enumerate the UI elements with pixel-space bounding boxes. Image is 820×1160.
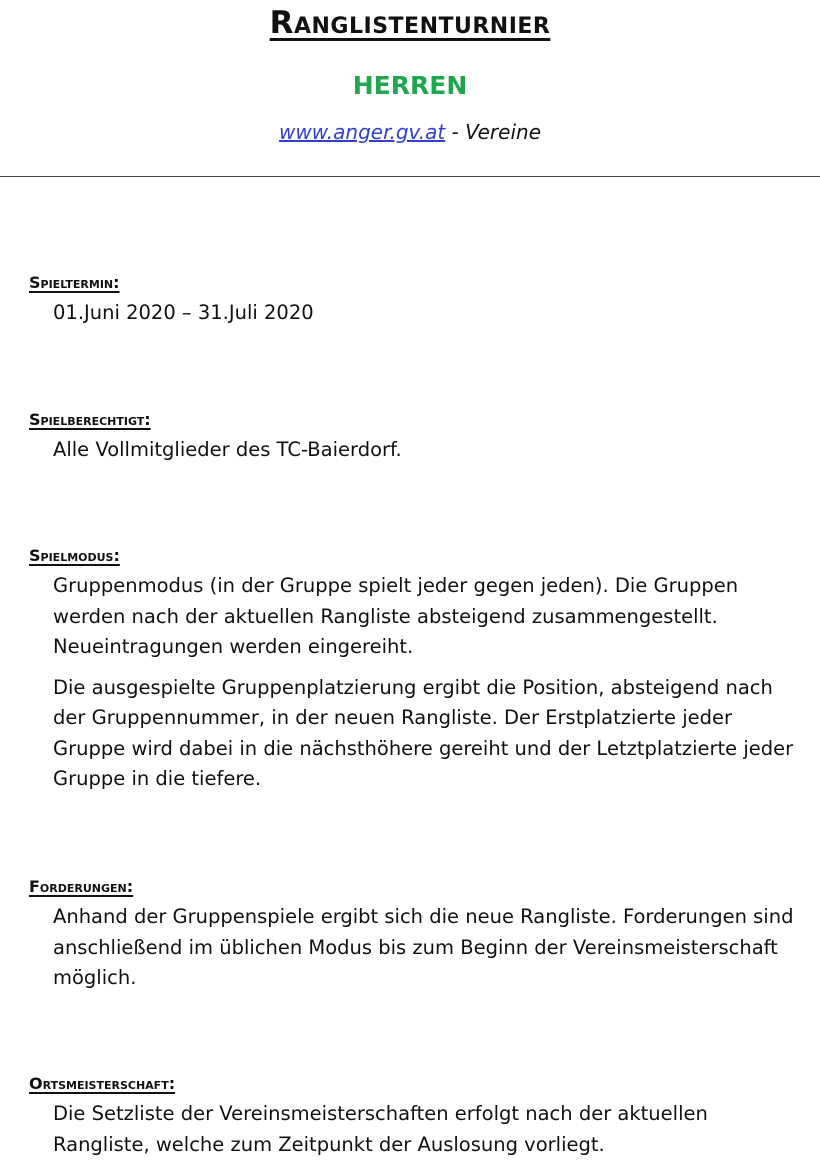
section-text: Die ausgespielte Gruppenplatzierung ergibt die Position, absteigend nach der Gruppennummer, in der neuen Rangliste. Der Erstplatzierte jeder Gruppe wird dabei in die nächsthöhere gereiht und der Letztplatzierte jeder Gruppe in die tiefere. — [53, 675, 794, 790]
header-divider — [0, 176, 820, 177]
section-spieltermin — [29, 272, 809, 329]
section-text: 01.Juni 2020 – 31.Juli 2020 — [53, 301, 314, 324]
section-forderungen — [29, 876, 809, 994]
section-heading: Forderungen: — [29, 877, 134, 896]
section-heading: Spielberechtigt: — [29, 410, 151, 429]
section-text: Die Setzliste der Vereinsmeisterschaften erfolgt nach der aktuellen Rangliste, welche zum Zeitpunkt der Auslosung vorliegt. — [53, 1102, 708, 1156]
website-link[interactable]: www.anger.gv.at — [279, 120, 446, 144]
section-text: Gruppenmodus (in der Gruppe spielt jeder gegen jeden). Die Gruppen werden nach der aktuellen Rangliste absteigend zusammengestellt. Neueintragungen werden eingereiht. — [53, 574, 739, 658]
section-text: Anhand der Gruppenspiele ergibt sich die neue Rangliste. Forderungen sind anschließend im üblichen Modus bis zum Beginn der Vereinsmeisterschaft möglich. — [53, 905, 794, 989]
section-text: Alle Vollmitglieder des TC-Baierdorf. — [53, 438, 402, 461]
section-heading: Spieltermin: — [29, 273, 120, 292]
section-ortsmeisterschaft — [29, 1073, 809, 1160]
section-spielberechtigt — [29, 409, 809, 466]
section-spielmodus — [29, 545, 809, 795]
section-heading: Spielmodus: — [29, 546, 120, 565]
website-line — [0, 118, 820, 146]
subtitle-herren: HERREN — [352, 71, 468, 100]
section-heading: Ortsmeisterschaft: — [29, 1074, 176, 1093]
website-suffix: - Vereine — [445, 120, 541, 144]
page-title: Ranglistenturnier — [269, 5, 551, 41]
